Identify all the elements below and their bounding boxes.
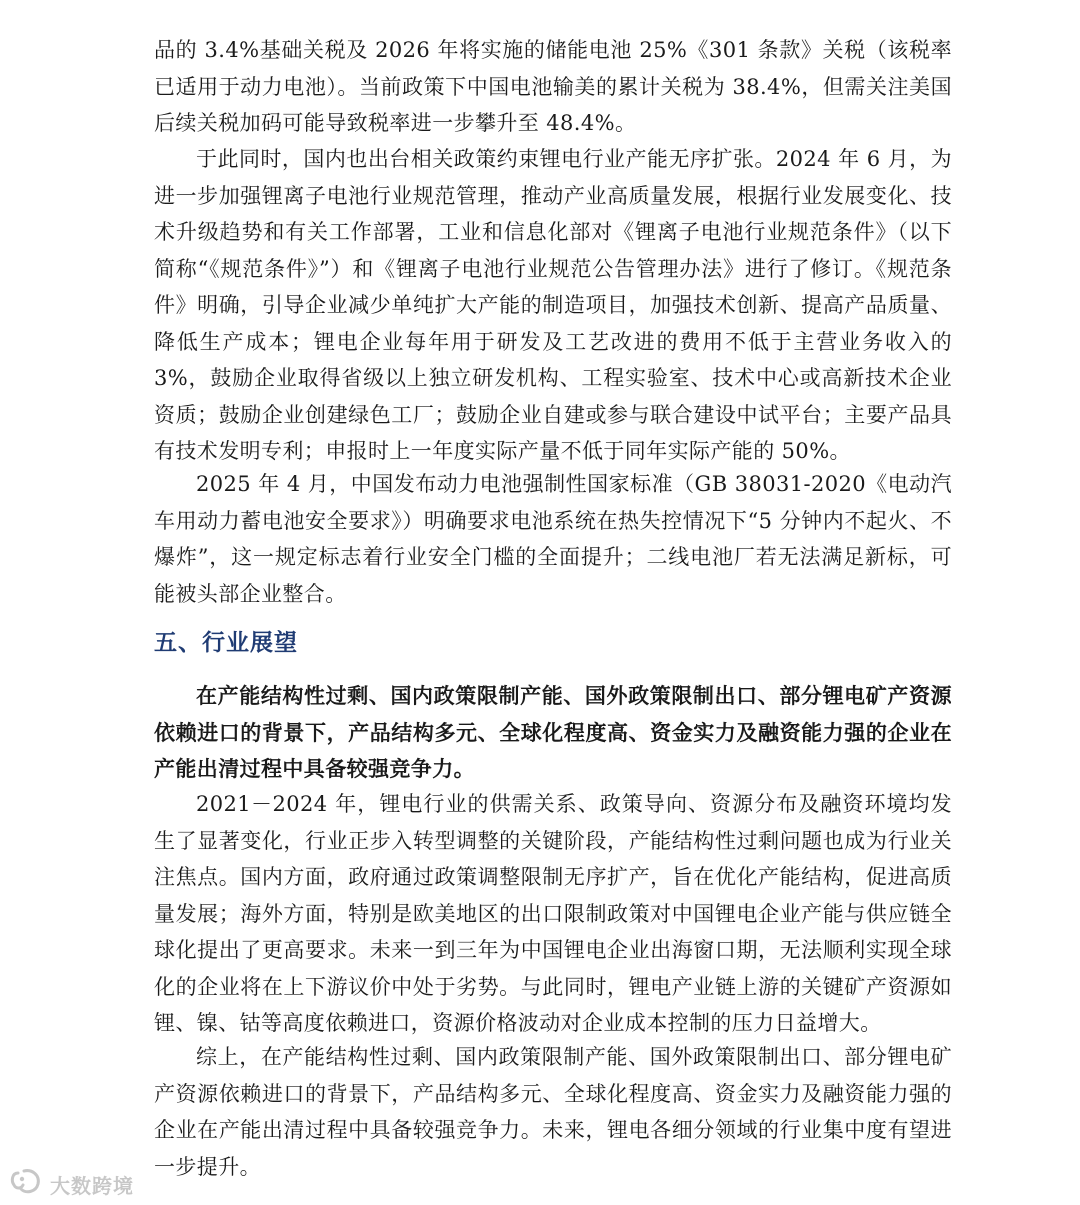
paragraph-domestic-policy: 于此同时，国内也出台相关政策约束锂电行业产能无序扩张。2024 年 6 月，为进一步加强锂离子电池行业规范管理，推动产业高质量发展，根据行业发展变化、技术升级趋势和有关工作部署，工业和信息化部对《锂离子电池行业规范条件》（以下简称“《规范条件》”）和《锂离子电池行业规范公告管理办法》进行了修订。《规范条件》明确，引导企业减少单纯扩大产能的制造项目，加强技术创新、提高产品质量、降低生产成本；锂电企业每年用于研发及工艺改进的费用不低于主营业务收入的 3%，鼓励企业取得省级以上独立研发机构、工程实验室、技术中心或高新技术企业资质；鼓励企业创建绿色工厂；鼓励企业自建或参与联合建设中试平台；主要产品具有技术发明专利；申报时上一年度实际产量不低于同年实际产能的 50%。 — [154, 147, 952, 463]
paragraph-national-standard: 2025 年 4 月，中国发布动力电池强制性国家标准（GB 38031-2020《电动汽车用动力蓄电池安全要求》）明确要求电池系统在热失控情况下“5 分钟内不起火、不爆炸”，这一规定标志着行业安全门槛的全面提升；二线电池厂若无法满足新标，可能被头部企业整合。 — [154, 472, 952, 606]
paragraph-conclusion: 综上，在产能结构性过剩、国内政策限制产能、国外政策限制出口、部分锂电矿产资源依赖进口的背景下，产品结构多元、全球化程度高、资金实力及融资能力强的企业在产能出清过程中具备较强竞争力。未来，锂电各细分领域的行业集中度有望进一步提升。 — [154, 1045, 952, 1179]
section-heading: 五、行业展望 — [154, 630, 298, 656]
paragraph-outlook-summary: 在产能结构性过剩、国内政策限制产能、国外政策限制出口、部分锂电矿产资源依赖进口的背景下，产品结构多元、全球化程度高、资金实力及融资能力强的企业在产能出清过程中具备较强竞争力。 — [154, 683, 952, 781]
watermark-text: 大数跨境 — [50, 1173, 134, 1198]
paragraph-tariff: 品的 3.4%基础关税及 2026 年将实施的储能电池 25%《301 条款》关税（该税率已适用于动力电池）。当前政策下中国电池输美的累计关税为 38.4%，但需关注美国后续关税加码可能导致税率进一步攀升至 48.4%。 — [154, 38, 952, 135]
paragraph-industry-changes: 2021－2024 年，锂电行业的供需关系、政策导向、资源分布及融资环境均发生了显著变化，行业正步入转型调整的关键阶段，产能结构性过剩问题也成为行业关注焦点。国内方面，政府通过政策调整限制无序扩产，旨在优化产能结构，促进高质量发展；海外方面，特别是欧美地区的出口限制政策对中国锂电企业产能与供应链全球化提出了更高要求。未来一到三年为中国锂电企业出海窗口期，无法顺利实现全球化的企业将在上下游议价中处于劣势。与此同时，锂电产业链上游的关键矿产资源如锂、镍、钴等高度依赖进口，资源价格波动对企业成本控制的压力日益增大。 — [154, 792, 952, 1035]
watermark — [8, 1168, 134, 1200]
brand-logo-icon — [8, 1167, 44, 1201]
